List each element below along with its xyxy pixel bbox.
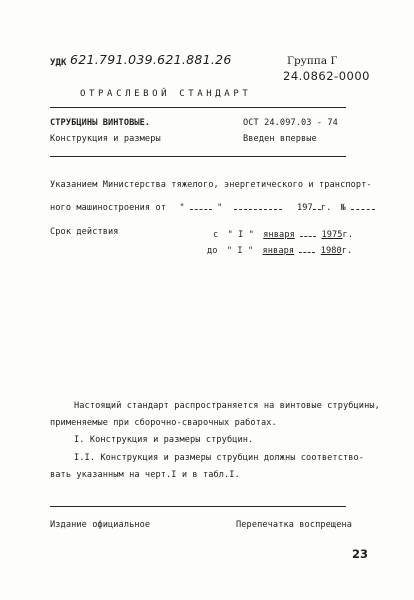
decree-month-blank bbox=[234, 200, 282, 210]
decree-line-2-text: ного машиностроения от bbox=[50, 203, 167, 213]
top-rule bbox=[50, 107, 346, 108]
decree-quote-open: " bbox=[179, 203, 185, 213]
validity-from-year-suffix: г. bbox=[342, 230, 354, 240]
reprint-prohibited: Перепечатка воспрещена bbox=[236, 520, 353, 530]
decree-number-blank bbox=[351, 200, 375, 210]
section-heading: I. Конструкция и размеры струбцин. bbox=[74, 435, 254, 445]
validity-from-word: с bbox=[213, 230, 219, 240]
validity-from-month: января bbox=[263, 230, 295, 240]
validity-to-gap bbox=[299, 243, 315, 253]
introduced-first: Введен впервые bbox=[243, 134, 317, 144]
official-edition: Издание официальное bbox=[50, 520, 151, 530]
decree-year-blank bbox=[313, 200, 321, 210]
validity-to-word: до bbox=[207, 246, 218, 256]
ost-number: ОСТ 24.097.03 - 74 bbox=[243, 118, 338, 128]
decree-line-2 bbox=[50, 200, 375, 213]
validity-from-gap bbox=[300, 227, 316, 237]
validity-from-year: 1975 bbox=[321, 230, 343, 240]
validity-to bbox=[207, 243, 352, 256]
validity-from-day: " I " bbox=[227, 230, 254, 240]
decree-day-blank bbox=[190, 200, 212, 210]
validity-from bbox=[213, 227, 353, 240]
validity-to-day: " I " bbox=[226, 246, 254, 256]
validity-to-year: 1980 bbox=[320, 246, 342, 256]
body-para-2-line-1: I.I. Конструкция и размеры струбцин должны соответство- bbox=[74, 453, 365, 463]
footer-rule bbox=[50, 506, 346, 507]
decree-year: 197 bbox=[297, 203, 313, 213]
page-number: 23 bbox=[352, 547, 369, 561]
validity-to-year-suffix: г. bbox=[341, 246, 353, 256]
decree-year-suffix: г. bbox=[320, 203, 332, 213]
decree-number-sign: № bbox=[340, 203, 346, 213]
validity-to-month: января bbox=[262, 246, 295, 256]
body-para-1-line-2: применяемые при сборочно-сварочных работах. bbox=[50, 418, 277, 428]
body-para-2-line-2: вать указанным на черт.I и в табл.I. bbox=[50, 470, 240, 480]
standard-name: СТРУБЦИНЫ ВИНТОВЫЕ. bbox=[50, 118, 151, 128]
group-label: Группа Г bbox=[287, 55, 338, 67]
validity-label: Срок действия bbox=[50, 227, 119, 237]
title-rule bbox=[50, 156, 346, 157]
body-para-1-line-1: Настоящий стандарт распространяется на винтовые струбцины, bbox=[74, 401, 380, 411]
doc-code: 24.0862-0000 bbox=[283, 69, 370, 83]
decree-quote-close: " bbox=[217, 203, 223, 213]
standard-banner: ОТРАСЛЕВОЙ СТАНДАРТ bbox=[80, 89, 252, 99]
udk-number: 621.791.039.621.881.26 bbox=[70, 52, 232, 67]
udk-prefix: УДК bbox=[50, 58, 67, 68]
decree-line-1: Указанием Министерства тяжелого, энергетического и транспорт- bbox=[50, 180, 372, 190]
standard-subtitle: Конструкция и размеры bbox=[50, 134, 161, 144]
